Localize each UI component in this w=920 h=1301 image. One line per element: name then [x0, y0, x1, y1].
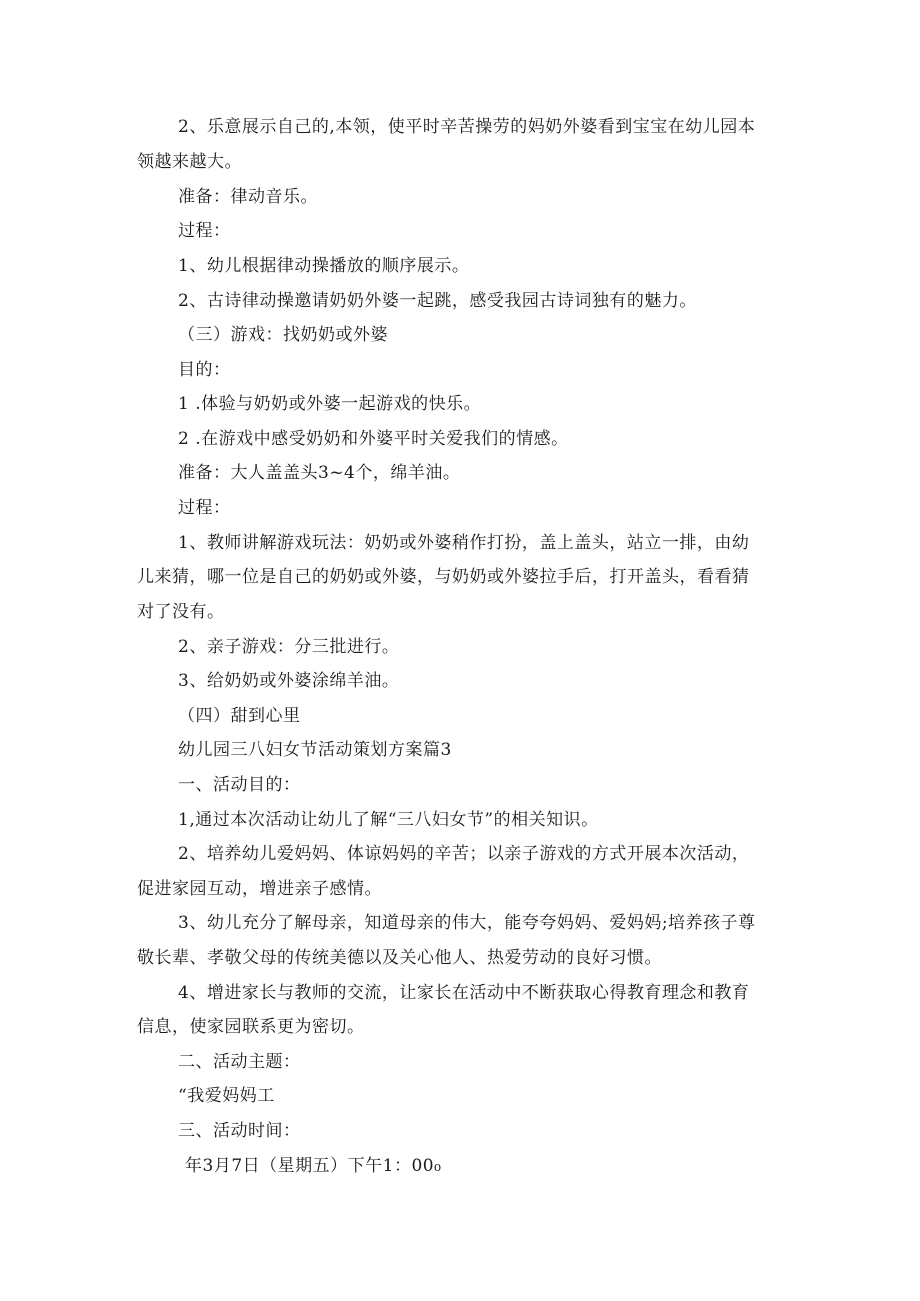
paragraph-line: 信息，使家园联系更为密切。 [137, 1017, 365, 1037]
paragraph-line: 1、教师讲解游戏玩法：奶奶或外婆稍作打扮，盖上盖头，站立一排，由幼 [178, 533, 750, 553]
paragraph-line: 敬长辈、孝敬父母的传统美德以及关心他人、热爱劳动的良好习惯。 [137, 948, 662, 968]
paragraph-line: 1、幼儿根据律动操播放的顺序展示。 [178, 256, 470, 276]
paragraph-line: 领越来越大。 [137, 152, 242, 172]
paragraph-line: 对了没有。 [137, 602, 225, 622]
paragraph-line: 促进家园互动，增进亲子感情。 [137, 879, 382, 899]
paragraph-line: 年3月7日（星期五）下午1：00₀ [185, 1156, 442, 1176]
section-heading: （三）游戏：找奶奶或外婆 [178, 325, 388, 345]
paragraph-line: 2 .在游戏中感受奶奶和外婆平时关爱我们的情感。 [178, 429, 569, 449]
section-heading: （四）甜到心里 [178, 706, 301, 726]
paragraph-line: 1,通过本次活动让幼儿了解“三八妇女节”的相关知识。 [178, 810, 599, 830]
section-heading: 一、活动目的： [178, 775, 301, 795]
paragraph-line: 儿来猜，哪一位是自己的奶奶或外婆，与奶奶或外婆拉手后，打开盖头，看看猜 [137, 567, 750, 587]
paragraph-line: 4、增进家长与教师的交流，让家长在活动中不断获取心得教育理念和教育 [178, 983, 750, 1003]
paragraph-line: 过程： [178, 221, 231, 241]
paragraph-line: 2、亲子游戏：分三批进行。 [178, 637, 400, 657]
paragraph-line: 过程： [178, 498, 231, 518]
section-heading: 二、活动主题： [178, 1052, 301, 1072]
paragraph-line: 2、古诗律动操邀请奶奶外婆一起跳，感受我园古诗词独有的魅力。 [178, 291, 697, 311]
paragraph-line: 2、培养幼儿爱妈妈、体谅妈妈的辛苦；以亲子游戏的方式开展本次活动， [178, 844, 750, 864]
paragraph-line: 准备：律动音乐。 [178, 187, 318, 207]
paragraph-line: 2、乐意展示自己的,本领，使平时辛苦操劳的妈奶外婆看到宝宝在幼儿园本 [178, 117, 756, 137]
paragraph-line: 1 .体验与奶奶或外婆一起游戏的快乐。 [178, 394, 482, 414]
paragraph-line: 3、幼儿充分了解母亲，知道母亲的伟大，能夸夸妈妈、爱妈妈;培养孩子尊 [178, 913, 756, 933]
section-heading: 三、活动时间： [178, 1121, 301, 1141]
paragraph-line: 准备：大人盖盖头3~4个，绵羊油。 [178, 463, 461, 483]
paragraph-line: 3、给奶奶或外婆涂绵羊油。 [178, 671, 400, 691]
paragraph-line: 目的： [178, 360, 231, 380]
document-title: 幼儿园三八妇女节活动策划方案篇3 [178, 740, 452, 760]
paragraph-line: “我爱妈妈工 [178, 1086, 275, 1106]
